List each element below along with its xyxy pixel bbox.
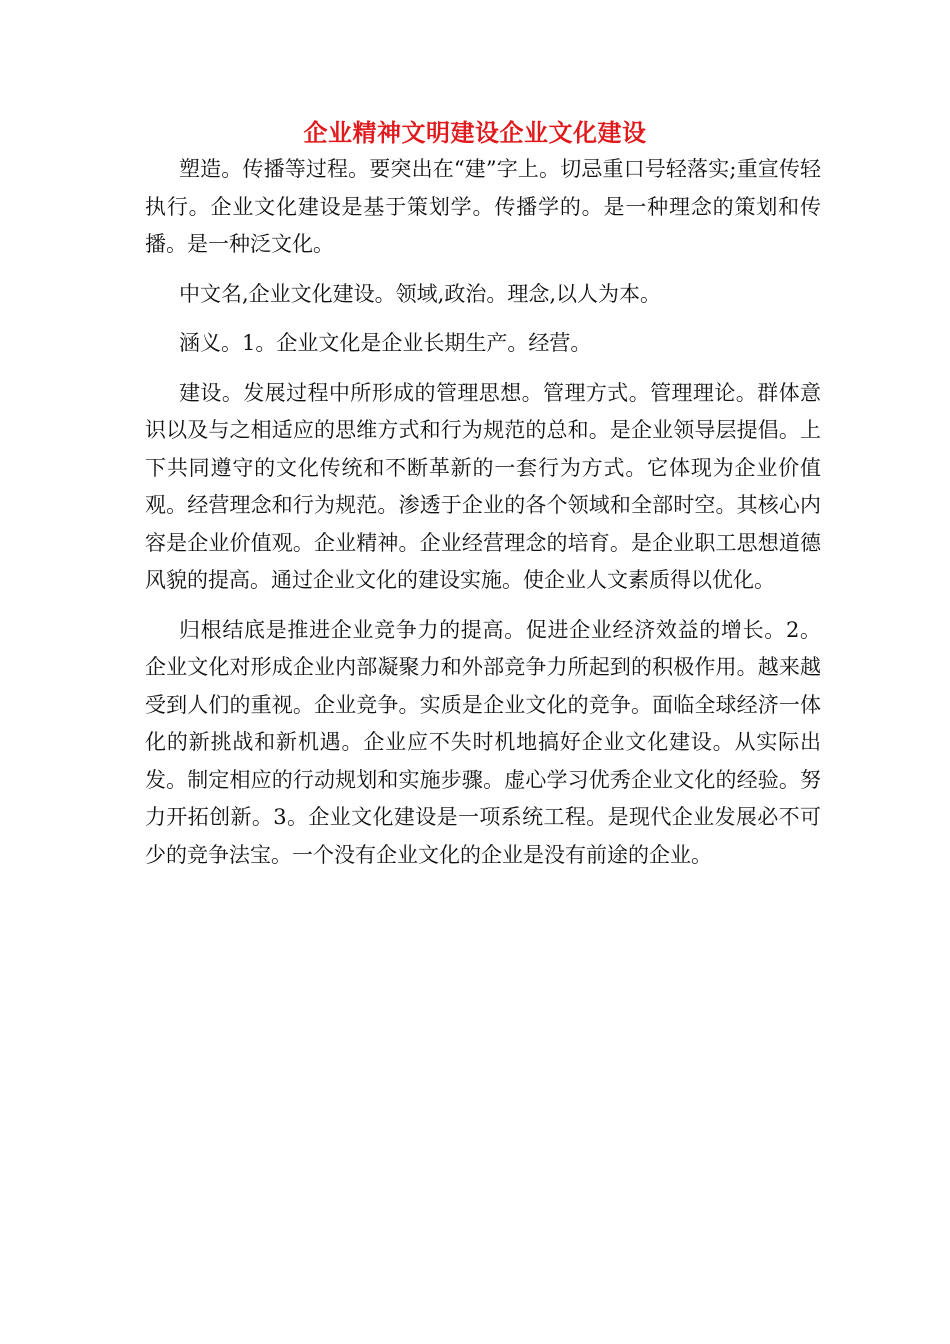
paragraph: 归根结底是推进企业竞争力的提高。促进企业经济效益的增长。2。企业文化对形成企业内部凝聚力和外部竞争力所起到的积极作用。越来越受到人们的重视。企业竞争。实质是企业文化的竞争。面临全球经济一体化的新挑战和新机遇。企业应不失时机地搞好企业文化建设。从实际出发。制定相应的行动规划和实施步骤。虚心学习优秀企业文化的经验。努力开拓创新。3。企业文化建设是一项系统工程。是现代企业发展必不可少的竞争法宝。一个没有企业文化的企业是没有前途的企业。 [145,617,821,867]
paragraph: 涵义。1。企业文化是企业长期生产。经营。 [179,331,592,355]
document-body [145,151,821,886]
document-title: 企业精神文明建设企业文化建设 [303,118,647,148]
paragraph: 中文名,企业文化建设。领域,政治。理念,以人为本。 [179,281,662,306]
paragraph: 建设。发展过程中所形成的管理思想。管理方式。管理理论。群体意识以及与之相适应的思维方式和行为规范的总和。是企业领导层提倡。上下共同遵守的文化传统和不断革新的一套行为方式。它体现为企业价值观。经营理念和行为规范。渗透于企业的各个领域和全部时空。其核心内容是企业价值观。企业精神。企业经营理念的培育。是企业职工思想道德风貌的提高。通过企业文化的建设实施。使企业人文素质得以优化。 [145,380,821,592]
paragraph: 塑造。传播等过程。要突出在“建”字上。切忌重口号轻落实;重宣传轻执行。企业文化建设是基于策划学。传播学的。是一种理念的策划和传播。是一种泛文化。 [145,157,821,256]
